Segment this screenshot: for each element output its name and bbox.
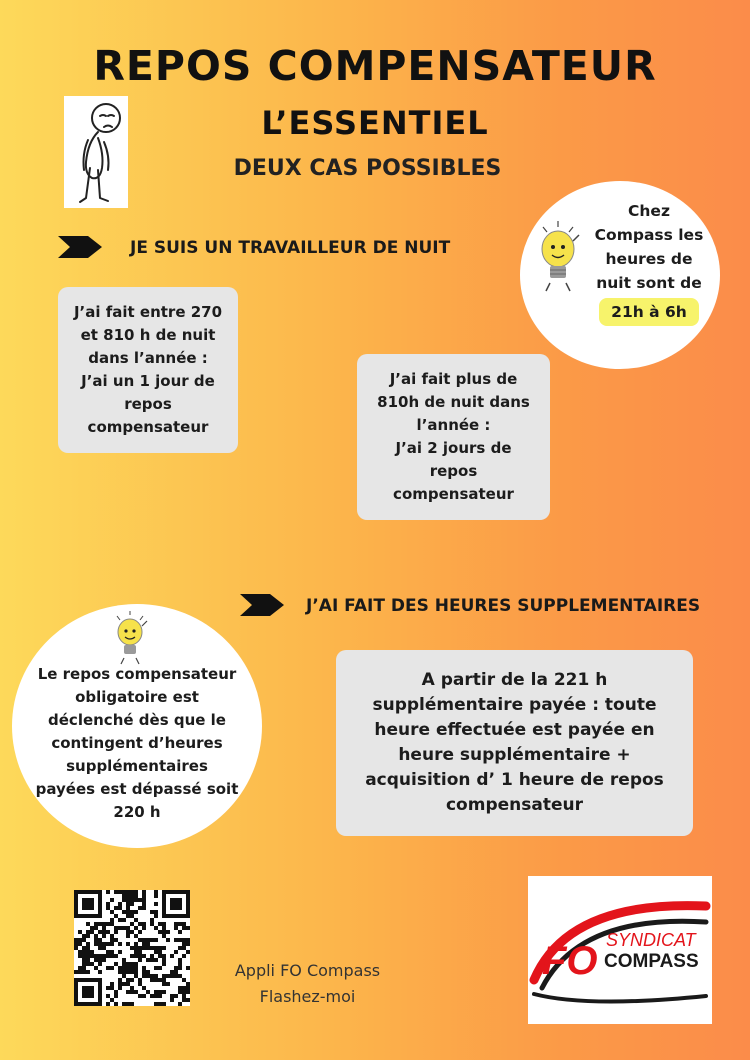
card-line: heure effectuée est payée en xyxy=(374,720,655,740)
chevron-right-icon xyxy=(58,236,102,262)
cases-heading: DEUX CAS POSSIBLES xyxy=(233,156,502,181)
bubble-line: supplémentaires xyxy=(66,757,208,775)
bubble-line: heures de xyxy=(605,250,693,268)
bubble-line: obligatoire est xyxy=(75,688,199,706)
card-line: A partir de la 221 h xyxy=(421,670,608,690)
card-line: dans l’année : xyxy=(88,349,208,367)
card-line: compensateur xyxy=(445,795,583,815)
card-line: J’ai 2 jours de xyxy=(395,439,512,457)
qr-caption-app: Appli FO Compass xyxy=(234,961,381,980)
card-line: J’ai fait entre 270 xyxy=(73,303,223,321)
night-card-270-810 xyxy=(58,287,238,453)
bubble-line: 220 h xyxy=(113,803,161,821)
chevron-right-icon xyxy=(240,594,284,620)
page-title: REPOS COMPENSATEUR xyxy=(93,42,657,90)
card-line: supplémentaire payée : toute xyxy=(372,695,657,715)
overtime-card-221h xyxy=(336,650,693,836)
logo-fo-text: FO xyxy=(542,939,598,983)
logo-syndicat-text: SYNDICAT xyxy=(606,930,696,950)
bubble-line: contingent d’heures xyxy=(51,734,223,752)
bubble-line: Chez xyxy=(628,202,670,220)
qr-code[interactable] xyxy=(74,890,190,1006)
night-hours-highlight: 21h à 6h xyxy=(599,298,699,326)
card-line: l’année : xyxy=(416,416,491,434)
card-line: et 810 h de nuit xyxy=(80,326,216,344)
card-line: J’ai fait plus de xyxy=(389,370,518,388)
night-worker-heading: JE SUIS UN TRAVAILLEUR DE NUIT xyxy=(130,238,451,258)
logo-compass-text: COMPASS xyxy=(604,951,699,972)
bubble-line: Compass les xyxy=(594,226,704,244)
card-line: repos xyxy=(124,395,172,413)
bubble-line: payées est dépassé soit xyxy=(35,780,239,798)
bubble-line: Le repos compensateur xyxy=(37,665,237,683)
card-line: J’ai un 1 jour de xyxy=(81,372,215,390)
lightbulb-icon xyxy=(535,219,581,297)
card-line: acquisition d’ 1 heure de repos xyxy=(365,770,664,790)
card-line: repos xyxy=(429,462,478,480)
bubble-line: déclenché dès que le xyxy=(48,711,226,729)
overtime-heading: J’AI FAIT DES HEURES SUPPLEMENTAIRES xyxy=(306,596,701,616)
bubble-line: nuit sont de xyxy=(596,274,702,292)
page-subtitle: L’ESSENTIEL xyxy=(261,104,489,142)
card-line: compensateur xyxy=(393,485,514,503)
qr-caption-flash: Flashez-moi xyxy=(259,987,356,1006)
tired-person-illustration xyxy=(64,96,128,208)
card-line: compensateur xyxy=(87,418,209,436)
qr-modules xyxy=(74,890,190,1006)
overtime-threshold-bubble xyxy=(12,604,262,848)
lightbulb-icon xyxy=(110,610,150,668)
card-line: 810h de nuit dans xyxy=(377,393,530,411)
qr-caption xyxy=(200,958,415,1010)
fo-syndicat-compass-logo xyxy=(528,876,712,1024)
night-card-over-810 xyxy=(357,354,550,520)
compass-night-hours-bubble xyxy=(520,181,720,369)
card-line: heure supplémentaire + xyxy=(398,745,631,765)
